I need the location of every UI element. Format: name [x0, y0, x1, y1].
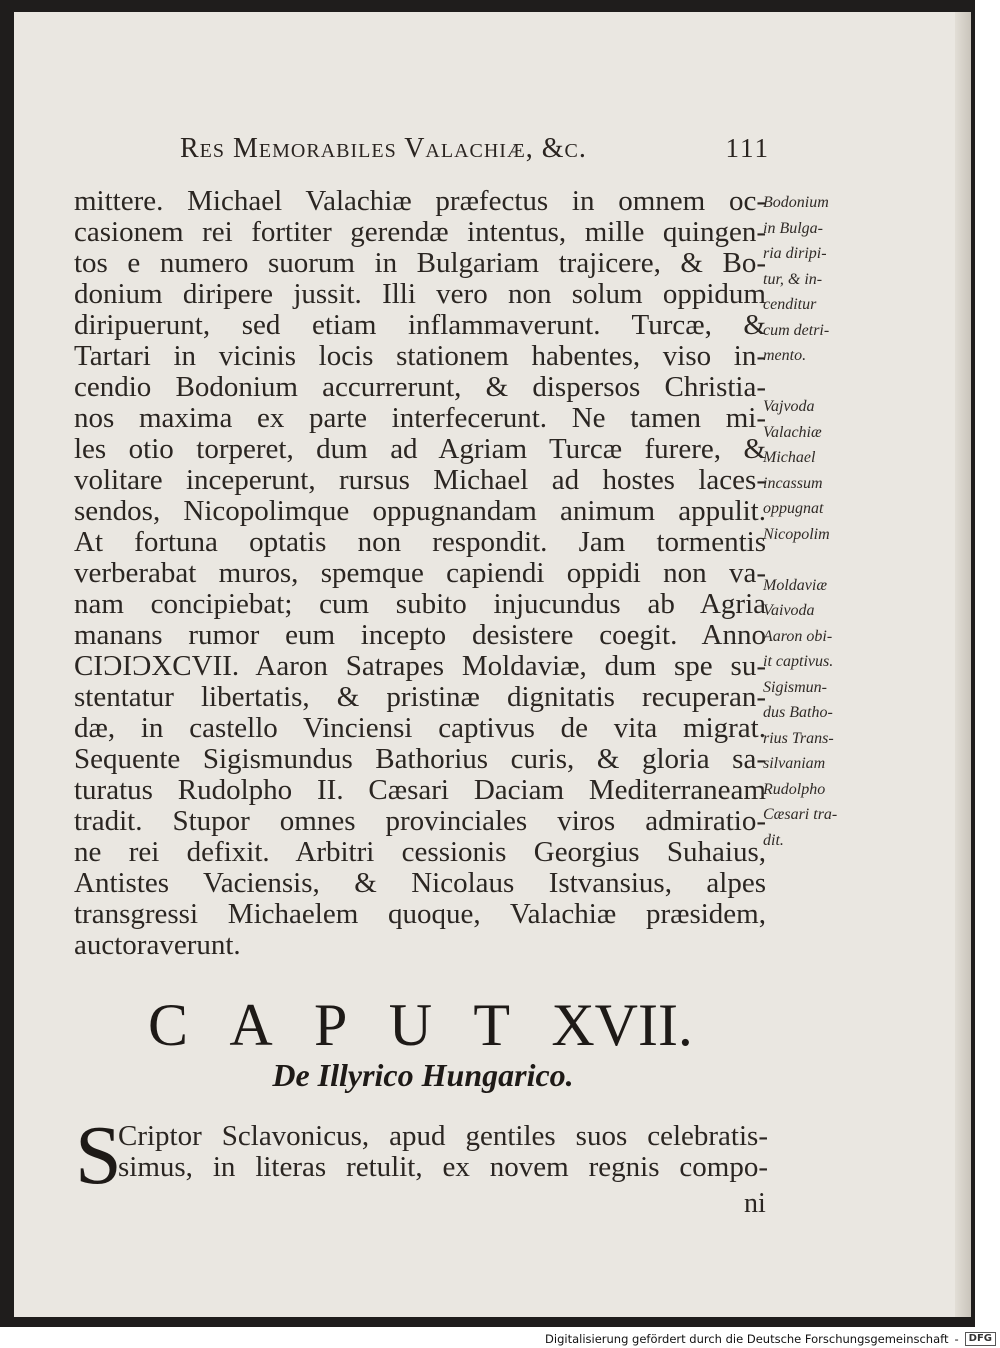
- digitization-footer: [0, 1330, 996, 1348]
- text-line: donium diripere jussit. Illi vero non solum oppidum: [74, 278, 766, 310]
- text-line: nos maxima ex parte interfecerunt. Ne tamen mi-: [74, 402, 766, 434]
- text-line: manans rumor eum incepto desistere coegit. Anno: [74, 619, 766, 651]
- marginal-note-line: dus Batho-: [763, 704, 833, 721]
- marginal-note-line: in Bulga-: [763, 219, 823, 237]
- marginal-note-line: rius Trans-: [763, 729, 834, 747]
- text-line: CIƆIƆXCVII. Aaron Satrapes Moldaviæ, dum spe su-: [74, 650, 766, 682]
- marginal-note-line: [763, 369, 873, 395]
- marginal-note-line: silvaniam: [763, 755, 826, 772]
- text-line: turatus Rudolpho II. Cæsari Daciam Mediterraneam: [74, 774, 766, 806]
- text-line: casionem rei fortiter gerendæ intentus, mille quingen-: [74, 216, 766, 248]
- marginal-note-line: Cæsari tra-: [763, 806, 838, 823]
- text-line: stentatur libertatis, & pristinæ dignitatis recuperan-: [74, 681, 766, 713]
- running-head: [180, 133, 770, 165]
- chapter-heading-letter: U: [388, 992, 433, 1058]
- text-line: At fortuna optatis non respondit. Jam tormentis: [74, 526, 766, 558]
- page-edge-shadow: [955, 12, 971, 1317]
- marginal-note-line: incassum: [763, 474, 823, 492]
- text-line: mittere. Michael Valachiæ præfectus in omnem oc-: [74, 185, 766, 217]
- main-text-block: [74, 186, 766, 961]
- text-line: les otio torperet, dum ad Agriam Turcæ furere, &: [74, 433, 766, 465]
- catchword: ni: [744, 1188, 766, 1219]
- marginal-note-line: Rudolpho: [763, 780, 826, 798]
- marginal-note-line: oppugnat: [763, 500, 824, 517]
- marginal-note-line: Vaivoda: [763, 602, 815, 619]
- marginal-note-line: Nicopolim: [763, 525, 830, 543]
- chapter-heading-letter: C: [148, 992, 189, 1058]
- text-line: auctoraverunt.: [74, 929, 241, 961]
- marginal-notes: [763, 190, 873, 853]
- chapter-subtitle: De Illyrico Hungarico.: [272, 1057, 574, 1093]
- chapter-heading: [148, 990, 693, 1060]
- marginal-note-line: Sigismun-: [763, 678, 827, 696]
- marginal-note-line: Bodonium: [763, 194, 829, 211]
- text-line: dæ, in castello Vinciensi captivus de vita migrat.: [74, 712, 766, 744]
- marginal-note-line: Michael: [763, 449, 816, 466]
- text-line: transgressi Michaelem quoque, Valachiæ præsidem,: [74, 898, 766, 930]
- running-head-title: Res Memorabiles Valachiæ, &c.: [180, 133, 587, 164]
- chapter-heading-number: XVII.: [551, 992, 693, 1058]
- marginal-note-line: [763, 547, 873, 573]
- text-line: verberabat muros, spemque capiendi oppidi non va-: [74, 557, 766, 589]
- text-line: Antistes Vaciensis, & Nicolaus Istvansius, alpes: [74, 867, 766, 899]
- text-line: diripuerunt, sed etiam inflammaverunt. Turcæ, &: [74, 309, 766, 341]
- text-line: tradit. Stupor omnes provinciales viros admiratio-: [74, 805, 766, 837]
- marginal-note-line: cenditur: [763, 296, 817, 313]
- marginal-note-line: Valachiæ: [763, 423, 822, 441]
- text-line: nam concipiebat; cum subito injucundus ab Agria: [74, 588, 766, 620]
- marginal-note-line: Aaron obi-: [763, 627, 833, 645]
- text-line: Criptor Sclavonicus, apud gentiles suos celebratis-: [118, 1120, 768, 1152]
- dfg-logo-icon: DFG: [965, 1332, 996, 1346]
- marginal-note-line: Vajvoda: [763, 398, 815, 415]
- marginal-note-line: dit.: [763, 831, 784, 849]
- chapter-heading-letter: A: [229, 992, 273, 1058]
- text-line: volitare inceperunt, rursus Michael ad hostes laces-: [74, 464, 766, 496]
- marginal-note-line: it captivus.: [763, 653, 834, 670]
- text-line: tos e numero suorum in Bulgariam trajicere, & Bo-: [74, 247, 766, 279]
- text-line: simus, in literas retulit, ex novem regnis compo-: [118, 1151, 768, 1183]
- text-line: cendio Bodonium accurrerunt, & dispersos Christia-: [74, 371, 766, 403]
- marginal-note-line: tur, & in-: [763, 270, 823, 288]
- marginal-note-line: cum detri-: [763, 321, 830, 339]
- drop-cap: S: [75, 1109, 122, 1202]
- text-line: Sequente Sigismundus Bathorius curis, & gloria sa-: [74, 743, 766, 775]
- text-line: ne rei defixit. Arbitri cessionis Georgius Suhaius,: [74, 836, 766, 868]
- marginal-note-line: Moldaviæ: [763, 576, 827, 594]
- footer-separator: -: [954, 1332, 959, 1346]
- marginal-note-line: mento.: [763, 347, 807, 364]
- chapter-opening-text: [118, 1121, 768, 1183]
- chapter-heading-letter: P: [314, 992, 348, 1058]
- funding-credit: Digitalisierung gefördert durch die Deutsche Forschungsgemeinschaft: [545, 1332, 949, 1346]
- text-line: sendos, Nicopolimque oppugnandam animum appulit.: [74, 495, 766, 527]
- chapter-heading-letter: T: [473, 992, 510, 1058]
- text-line: Tartari in vicinis locis stationem habentes, viso in-: [74, 340, 766, 372]
- page-number: 111: [725, 133, 770, 163]
- marginal-note-line: ria diripi-: [763, 245, 827, 262]
